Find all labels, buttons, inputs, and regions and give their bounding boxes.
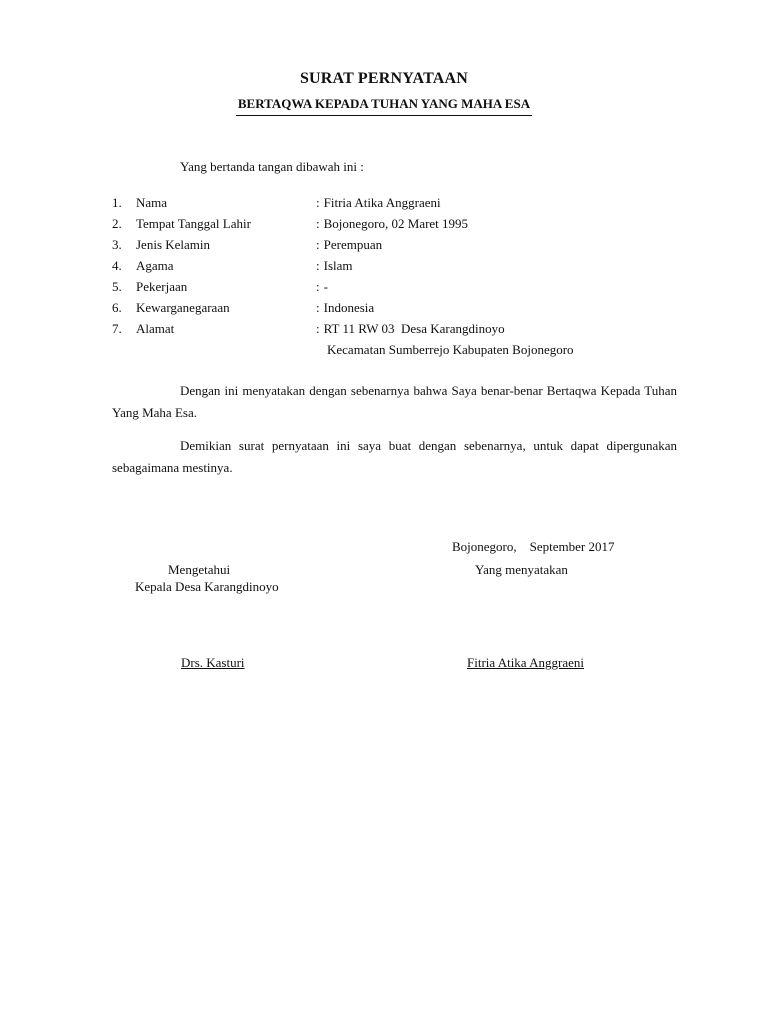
item-number: 3. — [112, 237, 122, 252]
subtitle-wrapper — [0, 96, 768, 116]
item-number: 7. — [112, 321, 122, 336]
item-label: Nama — [136, 195, 168, 210]
item-label: Jenis Kelamin — [136, 237, 211, 252]
item-label: Pekerjaan — [136, 279, 188, 294]
left-sign-heading: Mengetahui — [168, 562, 231, 577]
item-value-wrap — [316, 276, 328, 297]
item-value-wrap — [316, 213, 468, 234]
statement-paragraph — [112, 380, 677, 424]
item-label: Alamat — [136, 321, 175, 336]
item-number: 2. — [112, 216, 122, 231]
item-value-wrap — [316, 255, 353, 276]
document-title: SURAT PERNYATAAN — [299, 70, 469, 87]
item-value: Bojonegoro, 02 Maret 1995 — [323, 216, 469, 231]
right-signatory-name: Fitria Atika Anggraeni — [467, 655, 584, 670]
colon: : — [316, 321, 320, 336]
item-value-wrap — [316, 297, 374, 318]
left-sign-role: Kepala Desa Karangdinoyo — [135, 579, 279, 594]
item-value-wrap — [316, 234, 382, 255]
item-number: 5. — [112, 279, 122, 294]
statement-text: Dengan ini menyatakan dengan sebenarnya bahwa Saya benar-benar Bertaqwa Kepada Tuhan Yang Maha Esa. — [112, 383, 677, 420]
item-label: Tempat Tanggal Lahir — [136, 216, 251, 231]
closing-text: Demikian surat pernyataan ini saya buat dengan sebenarnya, untuk dapat dipergunakan sebagaimana mestinya. — [112, 438, 677, 475]
closing-paragraph — [112, 435, 677, 479]
colon: : — [316, 195, 320, 210]
item-value-wrap — [316, 192, 441, 213]
colon: : — [316, 258, 320, 273]
item-number: 1. — [112, 195, 122, 210]
item-number: 4. — [112, 258, 122, 273]
colon: : — [316, 279, 320, 294]
address-line-2: Kecamatan Sumberrejo Kabupaten Bojonegoro — [327, 342, 574, 357]
item-label: Agama — [136, 258, 174, 273]
document-subtitle: BERTAQWA KEPADA TUHAN YANG MAHA ESA — [236, 96, 532, 116]
place-date: Bojonegoro, September 2017 — [452, 539, 615, 554]
item-value-wrap — [316, 318, 505, 339]
item-value: Perempuan — [323, 237, 383, 252]
item-value: RT 11 RW 03 Desa Karangdinoyo — [323, 321, 505, 336]
right-sign-heading: Yang menyatakan — [475, 562, 568, 577]
item-number: 6. — [112, 300, 122, 315]
item-value: Indonesia — [323, 300, 375, 315]
item-value: - — [323, 279, 328, 294]
colon: : — [316, 216, 320, 231]
item-value: Islam — [323, 258, 353, 273]
intro-text: Yang bertanda tangan dibawah ini : — [180, 159, 364, 174]
item-value: Fitria Atika Anggraeni — [323, 195, 441, 210]
item-label: Kewarganegaraan — [136, 300, 230, 315]
colon: : — [316, 300, 320, 315]
colon: : — [316, 237, 320, 252]
left-signatory-name: Drs. Kasturi — [181, 655, 245, 670]
